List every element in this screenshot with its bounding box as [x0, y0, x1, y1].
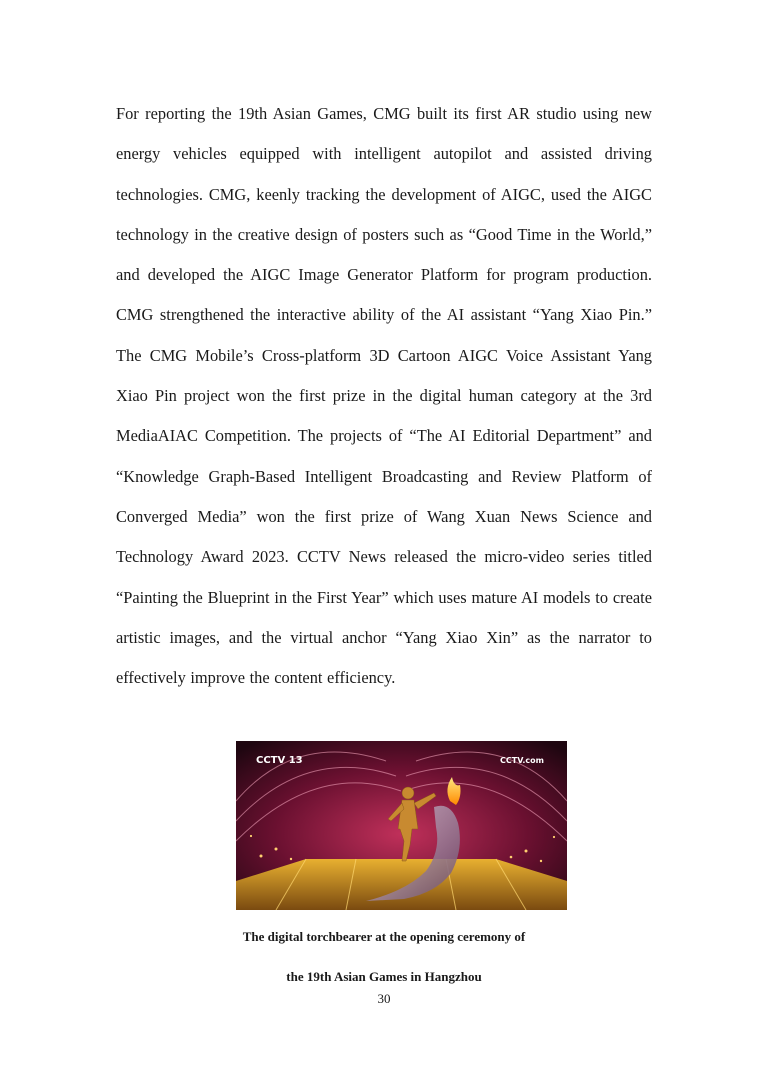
page-number: 30	[377, 991, 391, 1006]
body-paragraph: For reporting the 19th Asian Games, CMG built its first AR studio using new energy vehicles equipped with intelligent autopilot and assisted driving technologies. CMG, keenly tracking the development of AIGC, used the AIGC technology in the creative design of posters such as “Good Time in the World,” and developed the AIGC Image Generator Platform for program production. CMG strengthened the interactive ability of the AI assistant “Yang Xiao Pin.” The CMG Mobile’s Cross-platform 3D Cartoon AIGC Voice Assistant Yang Xiao Pin project won the first prize in the digital human category at the 3rd MediaAIAC Competition. The projects of “The AI Editorial Department” and “Knowledge Graph-Based Intelligent Broadcasting and Review Platform of Converged Media” won the first prize of Wang Xuan News Science and Technology Award 2023. CCTV News released the micro-video series titled “Painting the Blueprint in the First Year” which uses mature AI models to create artistic images, and the virtual anchor “Yang Xiao Xin” as the narrator to effectively improve the content efficiency.	[116, 104, 652, 688]
figure-caption-line-2: the 19th Asian Games in Hangzhou	[286, 969, 482, 984]
cctv13-logo: CCTV 13	[256, 755, 303, 766]
ceremony-photo	[236, 741, 567, 910]
figure-caption-line-1: The digital torchbearer at the opening ceremony of	[242, 929, 526, 944]
cctv-com-logo: CCTV.com	[500, 756, 544, 765]
